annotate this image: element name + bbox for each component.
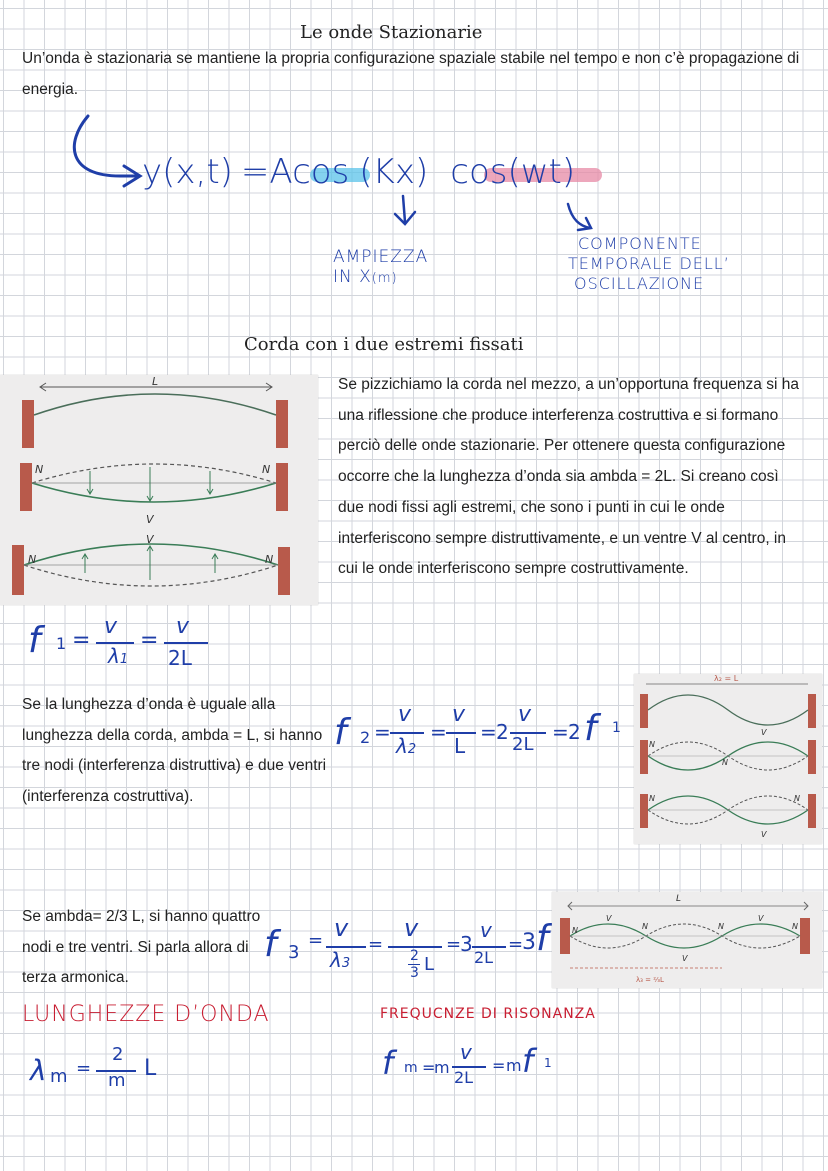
page-title: Le onde Stazionarie [300, 22, 483, 43]
amp-label-line2: IN X(m) [333, 267, 398, 287]
time-label-line2: TEMPORALE DELL’ [568, 254, 730, 273]
formula-time: cos(wt) [450, 152, 576, 192]
fig3-length-label: L [676, 894, 682, 904]
fig3-node-label: N [792, 922, 798, 931]
amp-label [333, 247, 428, 289]
fig3-node-label: N [642, 922, 648, 931]
formula-standing-wave [142, 152, 575, 192]
formula-lambda-m: λ m = 2 m L [30, 1044, 157, 1091]
formula-f3: f 3 = v λ3 = v 2 3 L = 3 v 2L = 3 f [264, 914, 549, 981]
fig1-length-label: L [152, 375, 159, 388]
formula-kx: (Kx) [359, 152, 429, 192]
figure-fundamental [0, 375, 318, 605]
fig1-node-label: N [265, 553, 274, 566]
formula-f1: f 1 = v λ1 = v 2L [28, 612, 248, 674]
section-paragraph: Se pizzichiamo la corda nel mezzo, a un’opportuna frequenza si ha una riflessione che produce interferenza costruttiva e si formano perciò delle onde stazionarie. Per ottenere questa configurazione occorre che la lunghezza d’onda sia ambda = 2L. Si creano così due nodi fissi agli estremi, che sono i punti in cui le onde interferiscono sempre distruttivamente, e un ventre V al centro, in cui le onde interferiscono sempre costruttivamente. [338, 376, 799, 578]
fig3-antinode-label: V [606, 914, 612, 923]
arrow-down-right-icon [560, 200, 600, 236]
fig2-antinode-label: V [761, 830, 767, 839]
fig3-wavelength-label: λ₃ = ⅔L [636, 976, 664, 984]
second-harmonic-diagram [634, 674, 822, 844]
fig2-node-label: N [722, 758, 728, 767]
figure-third-harmonic [552, 892, 822, 988]
fig3-node-label: N [718, 922, 724, 931]
fig2-node-label: N [649, 740, 655, 749]
time-label [568, 234, 730, 294]
formula-f2: f 2 = v λ2 = v L = 2 v 2L = 2 f 1 [334, 702, 621, 758]
third-harmonic-diagram [552, 892, 822, 988]
fig1-node-label: N [262, 463, 271, 476]
fig2-wavelength-label: λ₂ = L [714, 674, 739, 683]
fig1-node-label: N [35, 463, 44, 476]
fundamental-diagram [0, 375, 318, 605]
time-label-line1: COMPONENTE [578, 234, 702, 253]
fig1-antinode-label: V [146, 513, 154, 526]
fig3-node-label: N [572, 926, 578, 935]
fig1-antinode-label: V [146, 533, 154, 546]
fig3-antinode-label: V [682, 954, 688, 963]
wavelengths-title: LUNGHEZZE D’ONDA [22, 1002, 270, 1027]
figure-second-harmonic [634, 674, 822, 844]
formula-equals: = [240, 152, 270, 192]
formula-lhs: y(x,t) [142, 152, 233, 192]
frequencies-title: FREQUCNZE DI RISONANZA [380, 1006, 596, 1022]
harmonic3-paragraph: Se ambda= 2/3 L, si hanno quattro nodi e tre ventri. Si parla allora di terza armonica. [22, 908, 261, 987]
fig3-antinode-label: V [758, 914, 764, 923]
arrow-down-icon [385, 192, 425, 232]
harmonic2-paragraph: Se la lunghezza d’onda è uguale alla lunghezza della corda, ambda = L, si hanno tre nodi (interferenza distruttiva) e due ventri (interferenza costruttiva). [22, 696, 327, 806]
formula-amp: Acos [269, 152, 350, 192]
amp-label-line1: AMPIEZZA [333, 247, 429, 267]
fig2-node-label: N [794, 794, 800, 803]
section-title: Corda con i due estremi fissati [244, 334, 524, 355]
intro-paragraph: Un’onda è stazionaria se mantiene la propria configurazione spaziale stabile nel tempo e non c’è propagazione di energia. [22, 50, 800, 98]
fig2-node-label: N [649, 794, 655, 803]
fig2-antinode-label: V [761, 728, 767, 737]
formula-f-m: f m = m v 2L = m f 1 [382, 1040, 552, 1087]
fig1-node-label: N [28, 553, 37, 566]
time-label-line3: OSCILLAZIONE [574, 274, 705, 293]
